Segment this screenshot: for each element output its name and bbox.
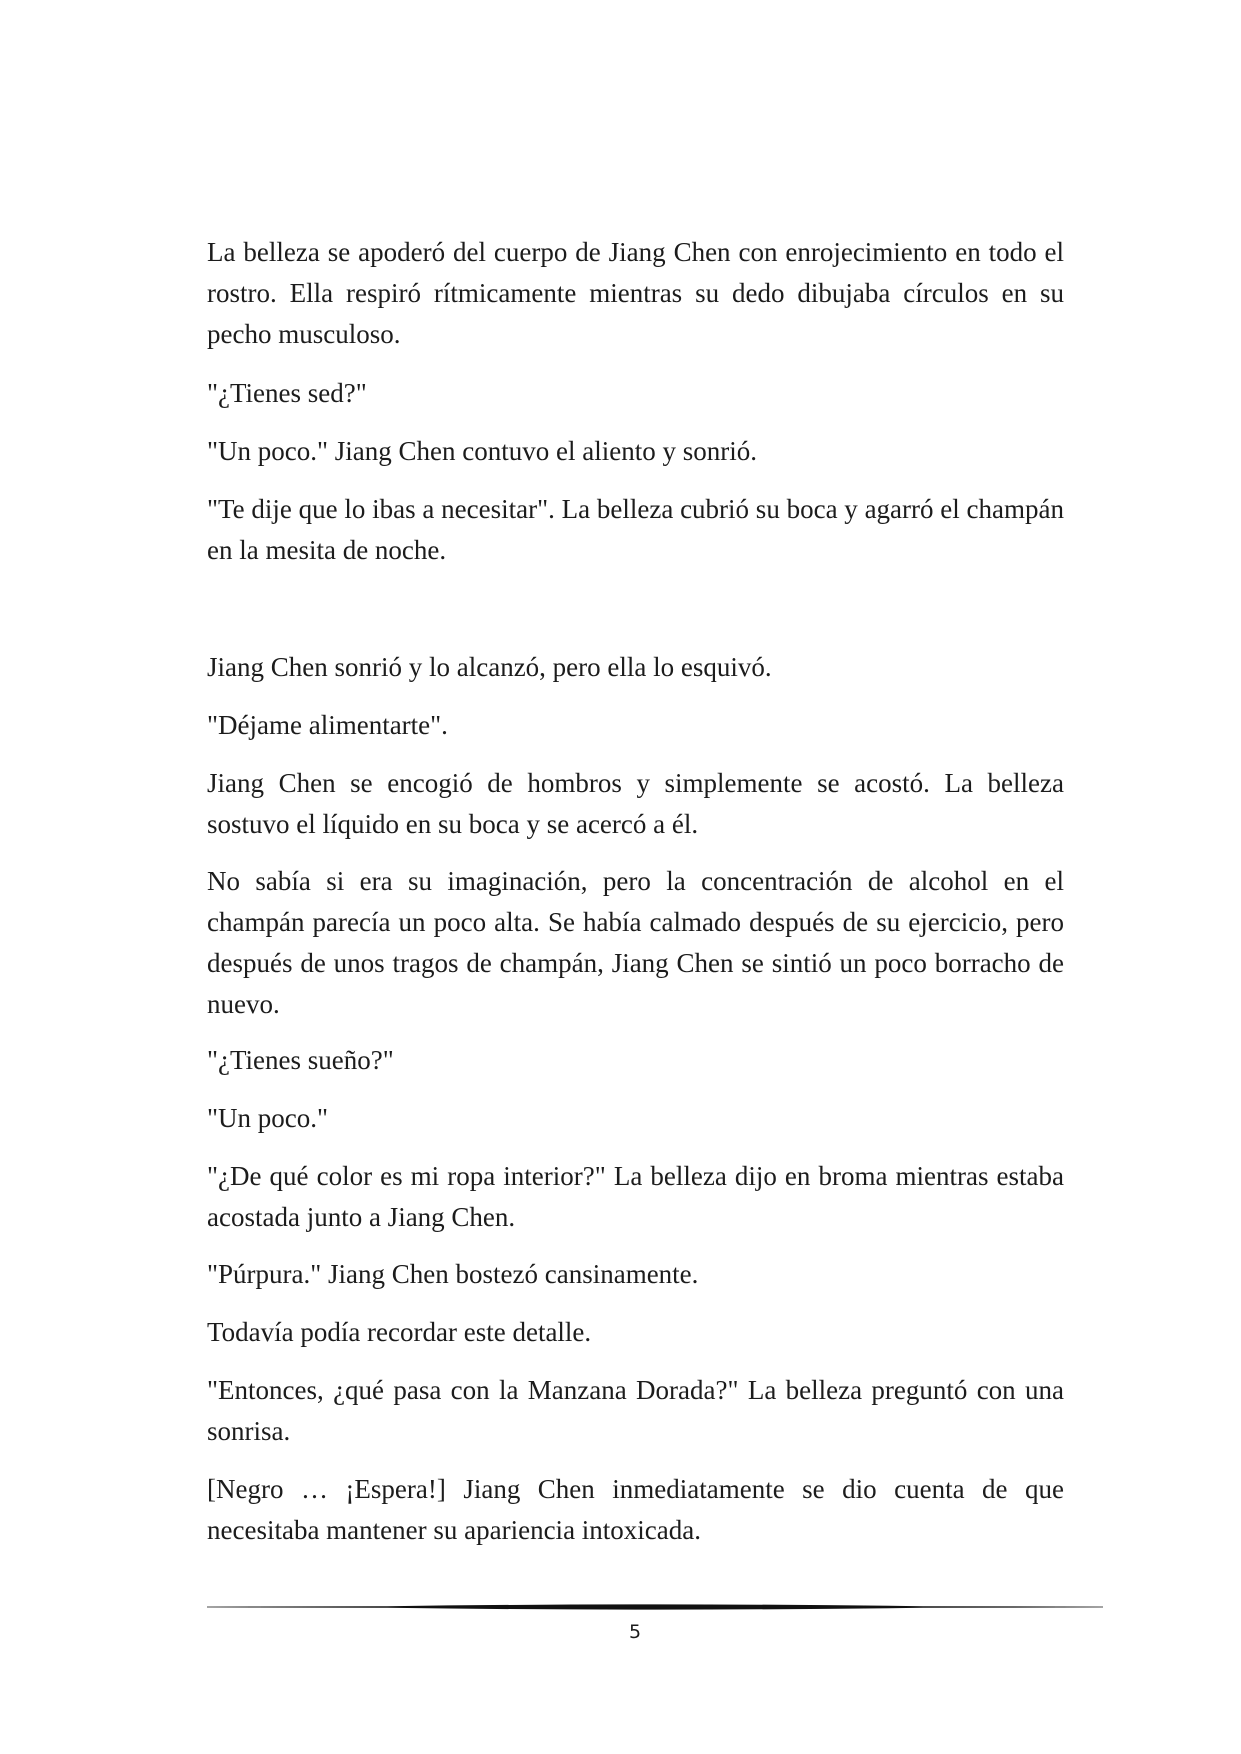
page-number: 5 (628, 1621, 642, 1643)
paragraph: [Negro … ¡Espera!] Jiang Chen inmediatamente se dio cuenta de que necesitaba mantener su apariencia intoxicada. (207, 1474, 1064, 1545)
paragraph: "¿Tienes sueño?" (207, 1045, 394, 1075)
paragraph: Jiang Chen se encogió de hombros y simplemente se acostó. La belleza sostuvo el líquido en su boca y se acercó a él. (207, 768, 1064, 839)
paragraph: "Un poco." Jiang Chen contuvo el aliento y sonrió. (207, 436, 757, 466)
paragraph: "¿Tienes sed?" (207, 378, 367, 408)
paragraph: "Déjame alimentarte". (207, 710, 448, 740)
paragraph: Jiang Chen sonrió y lo alcanzó, pero ella lo esquivó. (207, 652, 772, 682)
paragraph: No sabía si era su imaginación, pero la concentración de alcohol en el champán parecía un poco alta. Se había calmado después de su ejercicio, pero después de unos tragos de champán, Jiang Chen se sintió un poco borracho de nuevo. (207, 866, 1064, 1019)
paragraph: "Te dije que lo ibas a necesitar". La belleza cubrió su boca y agarró el champán en la mesita de noche. (207, 494, 1064, 565)
paragraph: "¿De qué color es mi ropa interior?" La belleza dijo en broma mientras estaba acostada junto a Jiang Chen. (207, 1161, 1064, 1232)
paragraph: "Un poco." (207, 1103, 329, 1133)
paragraph: "Entonces, ¿qué pasa con la Manzana Dorada?" La belleza preguntó con una sonrisa. (207, 1375, 1064, 1446)
paragraph: Todavía podía recordar este detalle. (207, 1317, 592, 1347)
footer-divider (207, 1599, 1103, 1615)
paragraph: La belleza se apoderó del cuerpo de Jiang Chen con enrojecimiento en todo el rostro. Ella respiró rítmicamente mientras su dedo dibujaba círculos en su pecho musculoso. (207, 237, 1064, 349)
paragraph: "Púrpura." Jiang Chen bostezó cansinamente. (207, 1259, 699, 1289)
